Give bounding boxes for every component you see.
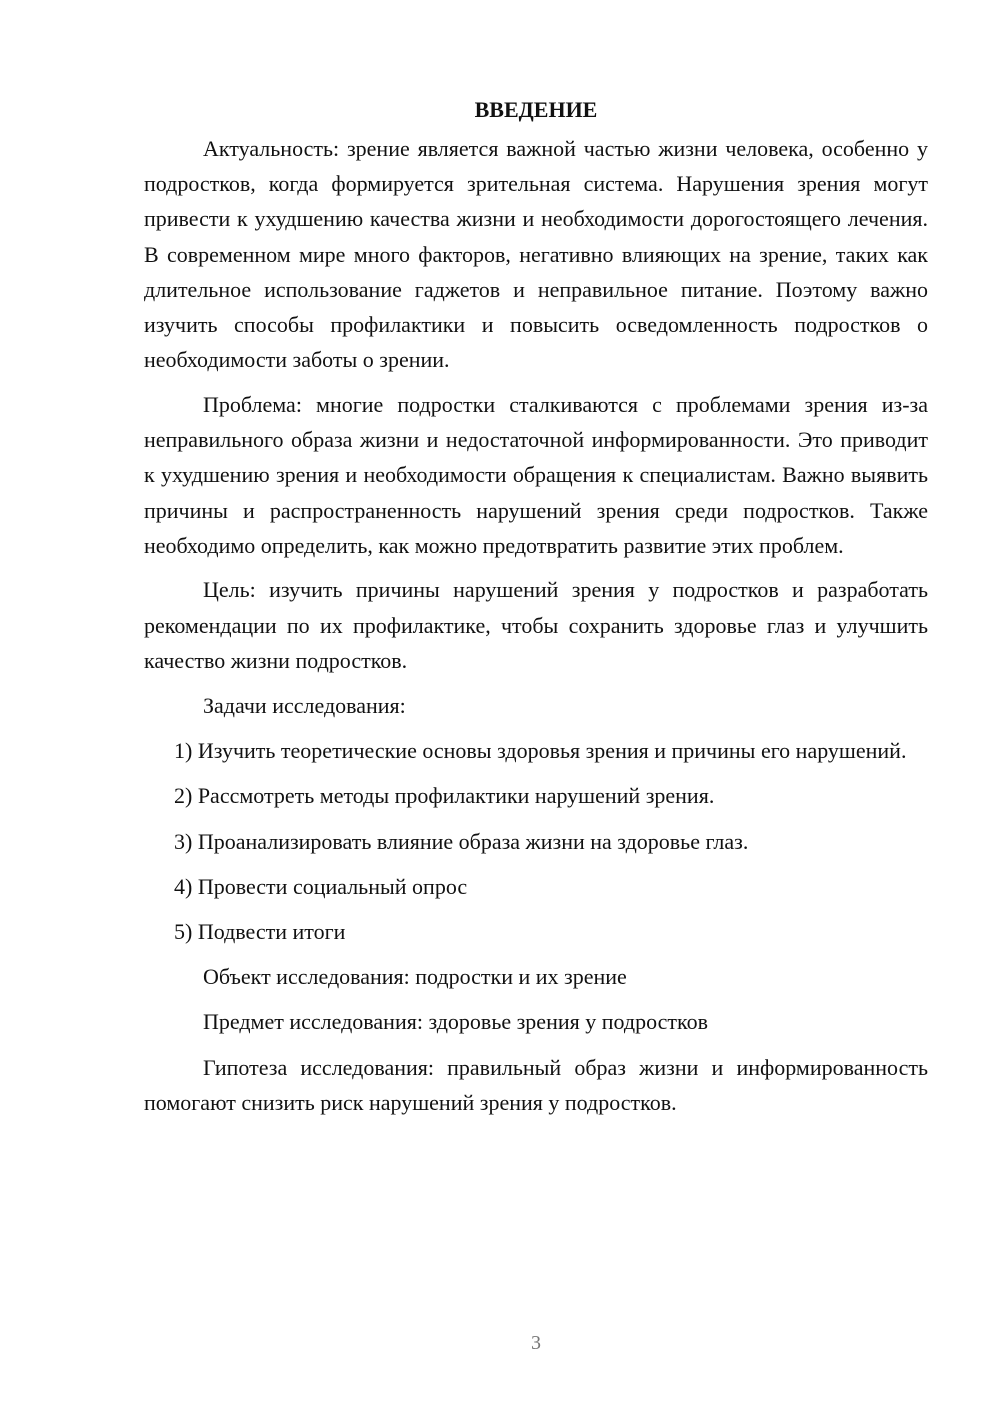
task-item-4: 4) Провести социальный опрос — [174, 873, 468, 899]
document-page — [144, 92, 928, 1120]
page-title: ВВЕДЕНИЕ — [474, 97, 598, 122]
problem-paragraph: Проблема: многие подростки сталкиваются с проблемами зрения из-за неправильного образа жизни и недостаточной информированности. Это приводит к ухудшению зрения и необходимости обращения к специалистам. Важно выявить причины и распространенность нарушений зрения среди подростков. Также необходимо определить, как можно предотвратить развитие этих проблем. — [144, 391, 928, 558]
task-item-2: 2) Рассмотреть методы профилактики нарушений зрения. — [174, 783, 715, 809]
research-object: Объект исследования: подростки и их зрение — [203, 964, 627, 990]
research-subject: Предмет исследования: здоровье зрения у подростков — [203, 1009, 708, 1035]
research-hypothesis: Гипотеза исследования: правильный образ жизни и информированность помогают снизить риск нарушений зрения у подростков. — [144, 1054, 928, 1115]
page-number: 3 — [531, 1332, 541, 1354]
relevance-paragraph: Актуальность: зрение является важной частью жизни человека, особенно у подростков, когда формируется зрительная система. Нарушения зрения могут привести к ухудшению качества жизни и необходимости дорогостоящего лечения. В современном мире много факторов, негативно влияющих на зрение, таких как длительное использование гаджетов и неправильное питание. Поэтому важно изучить способы профилактики и повысить осведомленность подростков о необходимости заботы о зрении. — [144, 136, 928, 373]
task-item-5: 5) Подвести итоги — [174, 919, 346, 945]
task-item-3: 3) Проанализировать влияние образа жизни на здоровье глаз. — [174, 828, 749, 854]
task-item-1: 1) Изучить теоретические основы здоровья зрения и причины его нарушений. — [174, 738, 907, 764]
goal-paragraph: Цель: изучить причины нарушений зрения у подростков и разработать рекомендации по их профилактике, чтобы сохранить здоровье глаз и улучшить качество жизни подростков. — [144, 577, 928, 673]
tasks-heading: Задачи исследования: — [203, 693, 406, 719]
